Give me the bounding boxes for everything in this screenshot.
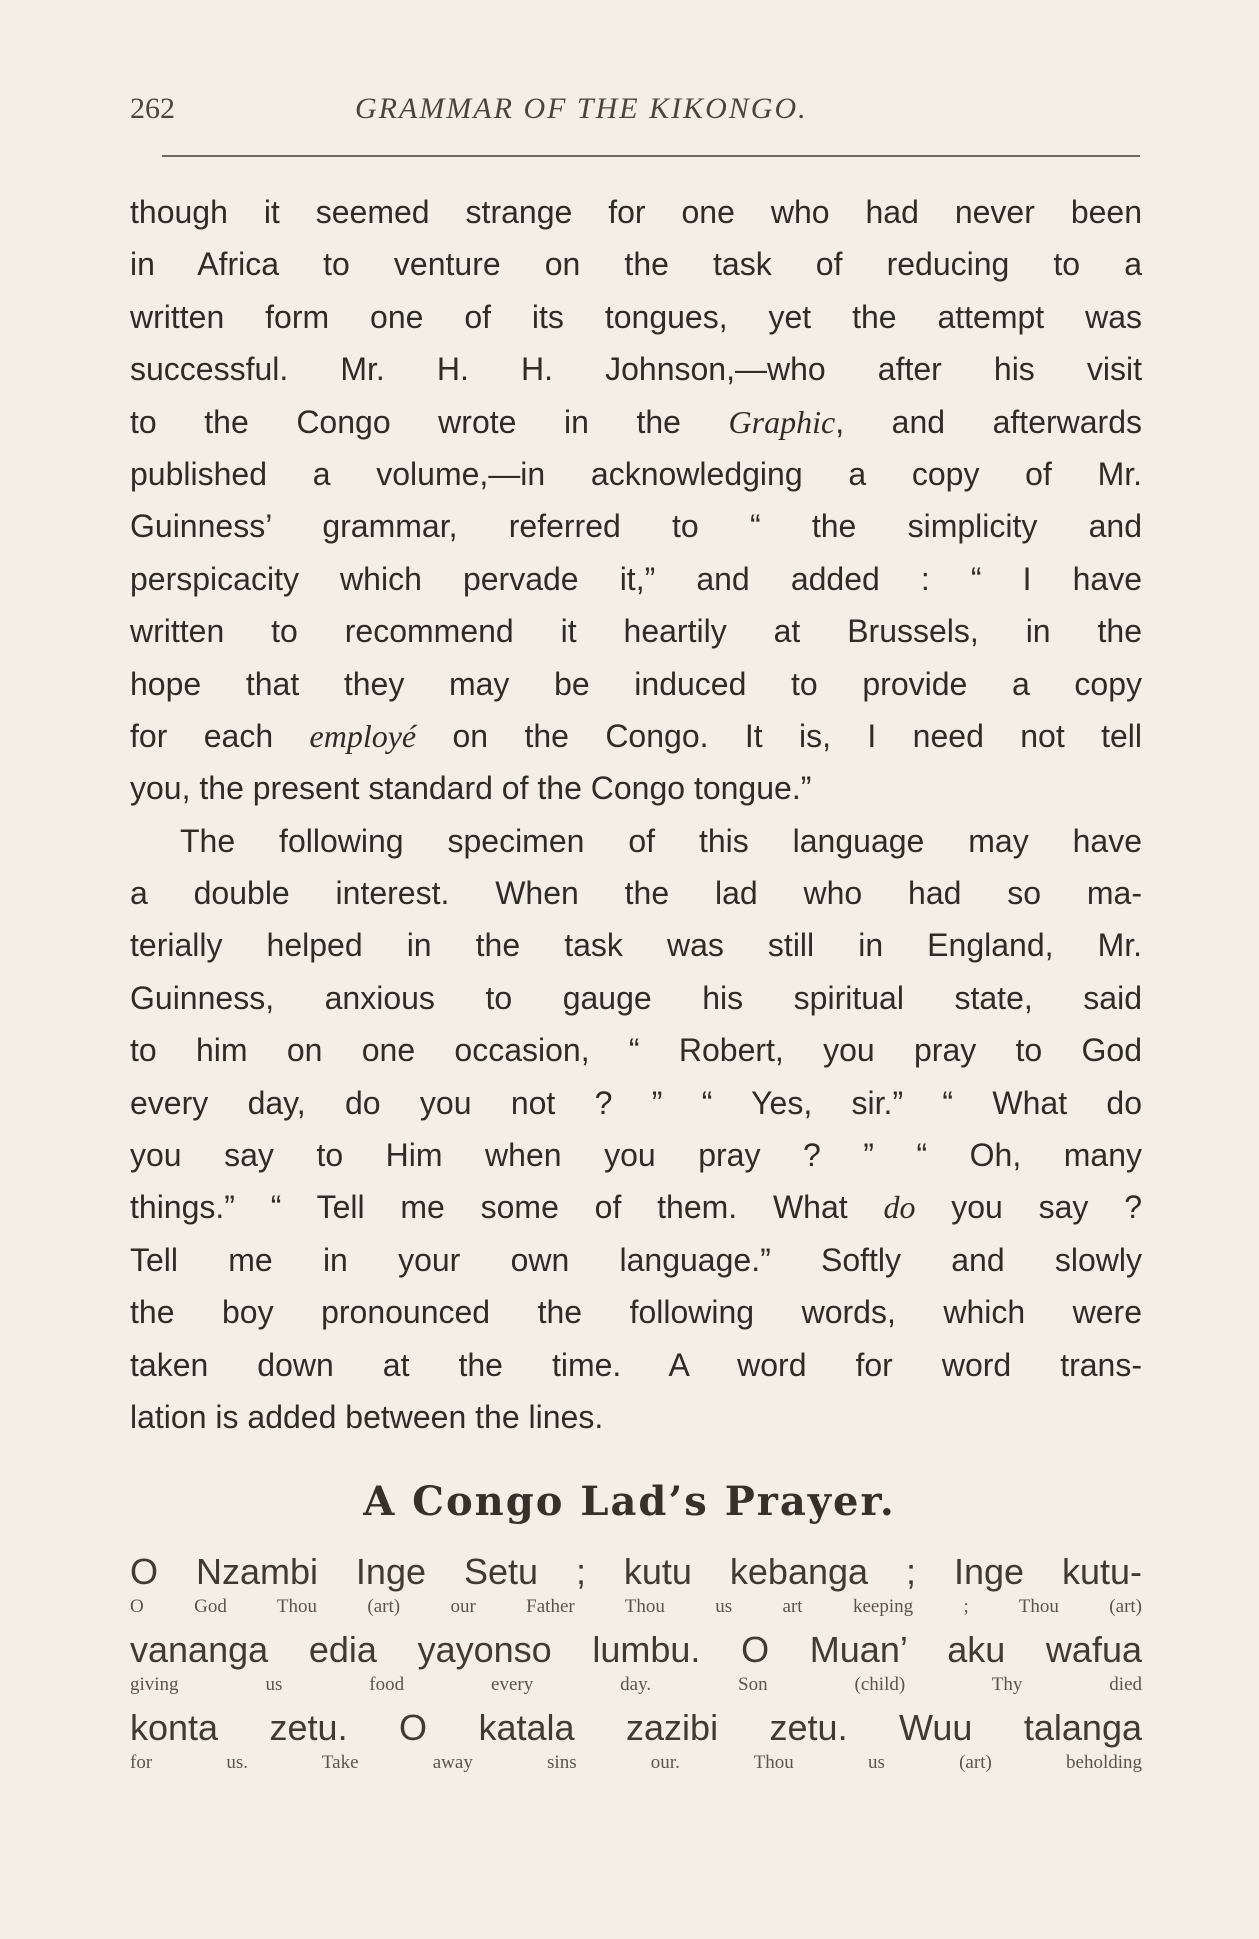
text-run: , and afterwards bbox=[835, 403, 1142, 440]
body-line: terially helped in the task was still in England, Mr. bbox=[130, 927, 1142, 964]
text-run: on the Congo. It is, I need not tell bbox=[416, 717, 1142, 754]
kikongo-line: konta zetu. O katala zazibi zetu. Wuu talanga bbox=[130, 1707, 1142, 1748]
body-line: Guinness’ grammar, referred to “ the simplicity and bbox=[130, 508, 1142, 545]
body-text bbox=[130, 186, 1142, 1443]
body-line: you say to Him when you pray ? ” “ Oh, many bbox=[130, 1137, 1142, 1174]
body-line: to him on one occasion, “ Robert, you pray to God bbox=[130, 1032, 1142, 1069]
gloss-line: giving us food every day. Son (child) Thy died bbox=[130, 1674, 1142, 1695]
body-line: taken down at the time. A word for word trans- bbox=[130, 1346, 1142, 1383]
body-line: a double interest. When the lad who had so ma- bbox=[130, 875, 1142, 912]
kikongo-line: vananga edia yayonso lumbu. O Muan’ aku wafua bbox=[130, 1629, 1142, 1670]
interlinear-prayer bbox=[130, 1550, 1142, 1784]
body-line: lation is added between the lines. bbox=[130, 1398, 604, 1435]
running-title: GRAMMAR OF THE KIKONGO. bbox=[355, 92, 808, 125]
body-line: Guinness, anxious to gauge his spiritual state, said bbox=[130, 979, 1142, 1016]
body-line: perspicacity which pervade it,” and added : “ I have bbox=[130, 560, 1142, 597]
body-line: written to recommend it heartily at Brussels, in the bbox=[130, 613, 1142, 650]
body-line bbox=[130, 710, 1142, 762]
body-line: the boy pronounced the following words, which were bbox=[130, 1294, 1142, 1331]
body-line: Tell me in your own language.” Softly and slowly bbox=[130, 1241, 1142, 1278]
body-line bbox=[130, 1181, 1142, 1233]
text-run: to the Congo wrote in the bbox=[130, 403, 729, 440]
text-run: you say ? bbox=[915, 1189, 1142, 1226]
text-run: things.” “ Tell me some of them. What bbox=[130, 1189, 884, 1226]
body-line: successful. Mr. H. H. Johnson,—who after his visit bbox=[130, 351, 1142, 388]
prayer-title: A Congo Lad’s Prayer. bbox=[363, 1478, 896, 1525]
kikongo-line: O Nzambi Inge Setu ; kutu kebanga ; Inge kutu- bbox=[130, 1551, 1142, 1592]
body-line: published a volume,—in acknowledging a copy of Mr. bbox=[130, 455, 1142, 492]
body-line: written form one of its tongues, yet the attempt was bbox=[130, 298, 1142, 335]
body-line: in Africa to venture on the task of reducing to a bbox=[130, 246, 1142, 283]
header-rule bbox=[162, 155, 1140, 157]
body-line: every day, do you not ? ” “ Yes, sir.” “ What do bbox=[130, 1084, 1142, 1121]
body-line: though it seemed strange for one who had never been bbox=[130, 194, 1142, 230]
body-line bbox=[130, 396, 1142, 448]
gloss-line: for us. Take away sins our. Thou us (art) beholding bbox=[130, 1752, 1142, 1773]
italic-word-do: do bbox=[883, 1189, 916, 1226]
gloss-line: O God Thou (art) our Father Thou us art keeping ; Thou (art) bbox=[130, 1596, 1142, 1617]
body-line: you, the present standard of the Congo tongue.” bbox=[130, 770, 812, 807]
text-run: for each bbox=[130, 717, 310, 754]
page-number: 262 bbox=[130, 92, 175, 125]
italic-word-employe: employé bbox=[309, 717, 417, 754]
body-line: hope that they may be induced to provide a copy bbox=[130, 665, 1142, 702]
italic-title-graphic: Graphic bbox=[728, 403, 836, 440]
running-header bbox=[130, 92, 1140, 142]
body-line: The following specimen of this language may have bbox=[180, 822, 1142, 859]
